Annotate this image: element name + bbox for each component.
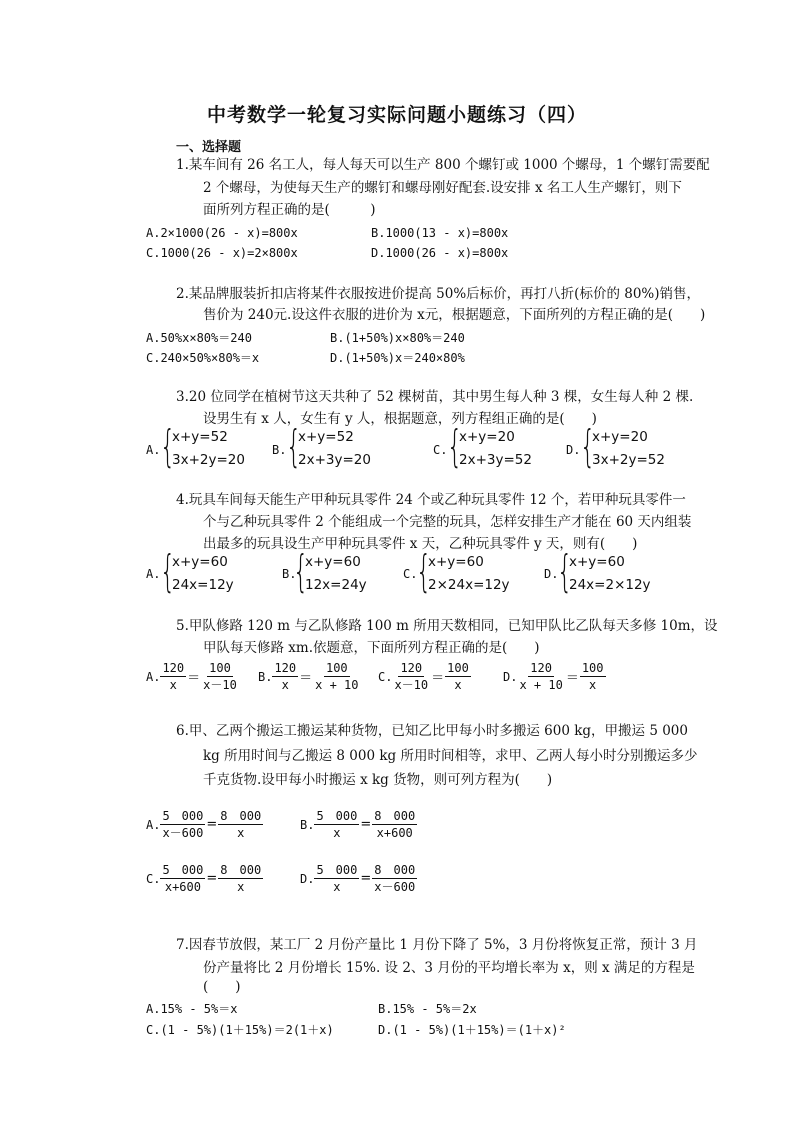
question-5-option-c <box>378 660 471 693</box>
numerator: 5 000 <box>316 863 358 877</box>
question-5-option-b <box>258 660 361 693</box>
fraction-right <box>580 660 606 693</box>
page-title: 中考数学一轮复习实际问题小题练习（四） <box>206 104 587 126</box>
fraction-left <box>160 808 205 841</box>
equation-2: 2x+3y=52 <box>459 452 532 468</box>
question-7-line-3: ( ) <box>203 979 241 995</box>
fraction-right <box>372 862 417 895</box>
equation-2: 2×24x=12y <box>428 577 510 593</box>
numerator: 8 000 <box>374 863 416 877</box>
numerator: 8 000 <box>220 809 262 823</box>
denominator: x <box>281 678 289 692</box>
option-label: D. <box>544 567 559 581</box>
equals-sign: = <box>206 817 218 832</box>
option-label: B. <box>300 817 315 832</box>
denominator: x－10 <box>394 678 429 692</box>
question-5-option-a <box>146 660 239 693</box>
question-1-line-3: 面所列方程正确的是( ) <box>203 202 376 218</box>
question-5-line-2: 甲队每天修路 xm.依题意，下面所列方程正确的是( ) <box>203 640 540 656</box>
question-3-line-1: 3.20 位同学在植树节这天共种了 52 棵树苗，其中男生每人种 3 棵，女生每人种 2 棵. <box>176 389 694 405</box>
question-6-option-a <box>146 808 263 841</box>
option-label: D. <box>566 443 581 457</box>
numerator: 120 <box>400 661 423 675</box>
denominator: x + 10 <box>315 678 359 692</box>
equation-1: x+y=60 <box>305 554 361 570</box>
denominator: x－10 <box>203 678 237 692</box>
question-5-line-1: 5.甲队修路 120 m 与乙队修路 100 m 所用天数相同，已知甲队比乙队每天多修 10m，设 <box>176 618 718 634</box>
question-5-option-d <box>503 660 606 693</box>
question-7-line-1: 7.因春节放假，某工厂 2 月份产量比 1 月份下降了 5%，3 月份将恢复正常，预计 3 月 <box>176 937 698 953</box>
question-7-option-b: B.15% - 5%＝2x <box>378 1002 477 1016</box>
question-1-line-2: 2 个螺母，为使每天生产的螺钉和螺母刚好配套.设安排 x 名工人生产螺钉，则下 <box>203 180 682 196</box>
equation-2: 24x=2×12y <box>569 577 651 593</box>
denominator: x－600 <box>162 826 204 840</box>
question-6-line-2: kg 所用时间与乙搬运 8 000 kg 所用时间相等，求甲、乙两人每小时分别搬运多少 <box>203 748 698 764</box>
option-label: C. <box>146 871 161 886</box>
fraction-right <box>372 808 417 841</box>
section-heading: 一、选择题 <box>176 140 242 155</box>
fraction-right <box>313 660 360 693</box>
system-brace: { <box>286 421 302 472</box>
system-brace: { <box>293 546 309 597</box>
equals-sign: ＝ <box>299 671 313 686</box>
question-1-line-1: 1.某车间有 26 名工人，每人每天可以生产 800 个螺钉或 1000 个螺母，1 个螺钉需要配 <box>176 157 710 173</box>
fraction-right <box>201 660 239 693</box>
denominator: x <box>454 678 462 692</box>
numerator: 8 000 <box>220 863 262 877</box>
numerator: 100 <box>325 661 348 675</box>
equation-1: x+y=52 <box>172 429 228 445</box>
question-2-option-c: C.240×50%×80%＝x <box>146 351 260 365</box>
option-label: A. <box>146 669 161 684</box>
numerator: 100 <box>581 661 604 675</box>
question-2-line-2: 售价为 240元.设这件衣服的进价为 x元，根据题意，下面所列的方程正确的是( ) <box>203 307 706 323</box>
question-1-option-a: A.2×1000(26 - x)=800x <box>146 226 298 240</box>
fraction-left <box>314 808 359 841</box>
fraction-left <box>160 660 186 693</box>
system-brace: { <box>557 546 573 597</box>
numerator: 120 <box>530 661 552 675</box>
system-brace: { <box>160 421 176 472</box>
question-3-line-2: 设男生有 x 人，女生有 y 人，根据题意，列方程组正确的是( ) <box>203 411 597 427</box>
system-brace: { <box>580 421 596 472</box>
option-label: B. <box>258 669 273 684</box>
denominator: x <box>333 880 341 894</box>
equals-sign: = <box>206 871 218 886</box>
question-1-option-d: D.1000(26 - x)=800x <box>371 246 509 260</box>
denominator: x <box>589 678 597 692</box>
question-7-option-c: C.(1 - 5%)(1＋15%)＝2(1＋x) <box>146 1023 334 1037</box>
equals-sign: ＝ <box>431 671 445 686</box>
option-label: C. <box>378 669 393 684</box>
option-label: A. <box>146 817 161 832</box>
question-1-option-b: B.1000(13 - x)=800x <box>371 226 509 240</box>
option-label: C. <box>433 443 448 457</box>
fraction-left <box>517 660 564 693</box>
numerator: 120 <box>274 661 297 675</box>
question-2-option-a: A.50%x×80%＝240 <box>146 331 252 345</box>
equation-1: x+y=20 <box>459 429 515 445</box>
denominator: x+600 <box>164 880 201 894</box>
equation-1: x+y=60 <box>172 554 228 570</box>
equation-2: 12x=24y <box>305 577 367 593</box>
equation-2: 3x+2y=20 <box>172 452 245 468</box>
numerator: 5 000 <box>162 863 204 877</box>
option-label: B. <box>272 443 287 457</box>
numerator: 8 000 <box>374 809 416 823</box>
question-6-line-1: 6.甲、乙两个搬运工搬运某种货物，已知乙比甲每小时多搬运 600 kg，甲搬运 5 000 <box>176 723 688 739</box>
denominator: x－600 <box>374 880 416 894</box>
fraction-right <box>218 862 263 895</box>
numerator: 5 000 <box>316 809 358 823</box>
equals-sign: = <box>360 817 372 832</box>
fraction-right <box>218 808 263 841</box>
numerator: 100 <box>209 661 231 675</box>
system-brace: { <box>160 546 176 597</box>
question-2-option-d: D.(1+50%)x＝240×80% <box>330 351 465 365</box>
question-7-line-2: 份产量将比 2 月份增长 15%. 设 2、3 月份的平均增长率为 x，则 x 满足的方程是 <box>203 960 695 976</box>
equation-1: x+y=52 <box>298 429 354 445</box>
system-brace: { <box>416 546 432 597</box>
option-label: B. <box>282 567 297 581</box>
equation-1: x+y=60 <box>569 554 625 570</box>
equals-sign: ＝ <box>187 671 201 686</box>
numerator: 120 <box>162 661 185 675</box>
question-6-option-c <box>146 862 263 895</box>
option-label: A. <box>146 443 161 457</box>
question-2-option-b: B.(1+50%)x×80%＝240 <box>330 331 465 345</box>
question-7-option-a: A.15% - 5%＝x <box>146 1002 238 1016</box>
denominator: x + 10 <box>519 678 563 692</box>
denominator: x <box>237 826 245 840</box>
option-label: D. <box>503 669 518 684</box>
question-4-line-2: 个与乙种玩具零件 2 个能组成一个完整的玩具，怎样安排生产才能在 60 天内组装 <box>203 514 692 530</box>
question-2-line-1: 2.某品牌服装折扣店将某件衣服按进价提高 50%后标价，再打八折(标价的 80%)销售， <box>176 286 701 302</box>
equation-2: 3x+2y=52 <box>592 452 665 468</box>
option-label: A. <box>146 567 161 581</box>
question-6-option-d <box>300 862 417 895</box>
equals-sign: = <box>360 871 372 886</box>
fraction-right <box>445 660 471 693</box>
fraction-left <box>272 660 298 693</box>
denominator: x <box>333 826 341 840</box>
fraction-left <box>392 660 430 693</box>
numerator: 5 000 <box>162 809 204 823</box>
equation-2: 2x+3y=20 <box>298 452 371 468</box>
fraction-left <box>160 862 205 895</box>
option-label: D. <box>300 871 315 886</box>
equals-sign: ＝ <box>565 671 579 686</box>
numerator: 100 <box>447 661 469 675</box>
question-4-line-1: 4.玩具车间每天能生产甲种玩具零件 24 个或乙种玩具零件 12 个，若甲种玩具零件一 <box>176 492 686 508</box>
system-brace: { <box>447 421 463 472</box>
question-6-line-3: 千克货物.设甲每小时搬运 x kg 货物，则可列方程为( ) <box>203 772 553 788</box>
equation-1: x+y=20 <box>592 429 648 445</box>
question-7-option-d: D.(1 - 5%)(1＋15%)＝(1＋x)² <box>378 1023 566 1037</box>
option-label: C. <box>403 567 418 581</box>
question-4-line-3: 出最多的玩具设生产甲种玩具零件 x 天，乙种玩具零件 y 天，则有( ) <box>203 536 638 552</box>
equation-1: x+y=60 <box>428 554 484 570</box>
question-6-option-b <box>300 808 417 841</box>
denominator: x+600 <box>376 826 413 840</box>
question-1-option-c: C.1000(26 - x)=2×800x <box>146 246 298 260</box>
fraction-left <box>314 862 359 895</box>
denominator: x <box>237 880 245 894</box>
denominator: x <box>169 678 177 692</box>
equation-2: 24x=12y <box>172 577 234 593</box>
